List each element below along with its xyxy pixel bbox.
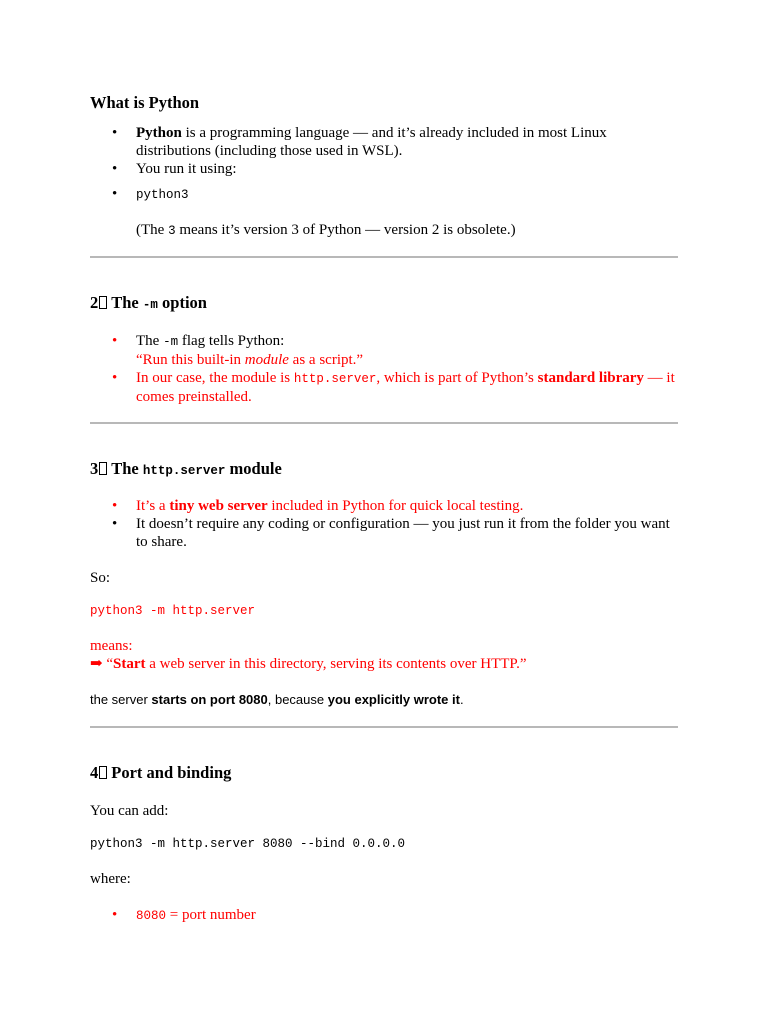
divider xyxy=(90,422,678,424)
bullet-icon: • xyxy=(112,161,118,177)
list-item xyxy=(90,185,678,204)
list-item-text: is a programming language — and it’s already included in most Linux distributions (including those used in WSL). xyxy=(136,125,607,159)
port-explanation xyxy=(90,691,678,709)
list-item-text: = port number xyxy=(166,907,256,923)
missing-glyph-icon xyxy=(99,766,107,779)
bullet-icon: • xyxy=(112,333,118,349)
tiny-web-server-bold: tiny web server xyxy=(169,498,268,514)
heading-text: The xyxy=(111,293,143,312)
list-item-text: It doesn’t require any coding or configuration — you just run it from the folder you want to share. xyxy=(136,516,670,550)
bullet-icon: • xyxy=(112,516,118,532)
you-can-add-label: You can add: xyxy=(90,803,169,819)
list-item-text: In our case, the module is xyxy=(136,370,294,386)
heading-text: module xyxy=(225,459,282,478)
code-http-server: http.server xyxy=(293,372,377,386)
version-note xyxy=(136,221,678,240)
so-label: So: xyxy=(90,570,111,586)
list-item-text: included in Python for quick local testing. xyxy=(267,498,524,514)
list-item-text: — it comes preinstalled. xyxy=(136,370,675,405)
port-bold: starts on port 8080 xyxy=(151,692,268,707)
means-label: means: xyxy=(90,638,133,654)
code-http-server: http.server xyxy=(142,464,226,478)
python-bold-term: Python xyxy=(136,125,182,141)
means-block xyxy=(90,637,678,673)
port-text: , because xyxy=(267,692,328,707)
port-bold: you explicitly wrote it xyxy=(327,692,460,707)
command-python3-m-http-server: python3 -m http.server xyxy=(90,604,256,618)
list-item xyxy=(90,160,678,178)
arrow-right-icon: ➡ xyxy=(90,656,103,672)
section-heading-what-is-python: What is Python xyxy=(90,93,200,112)
command-bind: python3 -m http.server 8080 --bind 0.0.0.0 xyxy=(90,837,406,851)
bullet-icon: • xyxy=(112,186,118,202)
bullet-icon: • xyxy=(112,370,118,386)
missing-glyph-icon xyxy=(99,296,107,309)
standard-library-bold: standard library xyxy=(537,370,644,386)
bullet-icon: • xyxy=(112,125,118,141)
list-item xyxy=(90,497,678,515)
list-item-text: , which is part of Python’s xyxy=(376,370,538,386)
note-text: (The xyxy=(136,222,169,238)
code-m: -m xyxy=(142,298,158,312)
m-option-list xyxy=(90,332,678,406)
code-python3: python3 xyxy=(136,188,189,202)
port-text: . xyxy=(459,692,464,707)
start-bold: Start xyxy=(113,656,146,672)
divider xyxy=(90,726,678,728)
section-number: 3 xyxy=(90,459,99,478)
list-item xyxy=(90,124,678,160)
section-heading-port-and-binding xyxy=(90,763,231,783)
list-item xyxy=(90,369,678,406)
http-server-list xyxy=(90,497,678,551)
code-8080: 8080 xyxy=(136,909,167,923)
port-options-list xyxy=(90,906,678,925)
heading-text: The xyxy=(111,459,143,478)
list-item xyxy=(90,332,678,369)
heading-text: Port and binding xyxy=(111,763,232,782)
where-label: where: xyxy=(90,871,131,887)
quote-text: “ xyxy=(102,656,113,672)
section-heading-m-option xyxy=(90,293,207,315)
code-3: 3 xyxy=(168,224,176,238)
list-item-text: It’s a xyxy=(136,498,170,514)
section-number: 2 xyxy=(90,293,99,312)
section-number: 4 xyxy=(90,763,99,782)
list-item xyxy=(90,906,678,925)
bullet-icon: • xyxy=(112,907,118,923)
python-command-list xyxy=(90,185,678,204)
emphasis-module: module xyxy=(244,352,289,368)
note-text: means it’s version 3 of Python — version 2 is obsolete.) xyxy=(175,222,516,238)
list-item-text: flag tells Python: xyxy=(178,333,285,349)
list-item-text: You run it using: xyxy=(136,161,237,177)
heading-text: option xyxy=(157,293,207,312)
list-item-text: “Run this built-in xyxy=(136,352,245,368)
bullet-icon: • xyxy=(112,498,118,514)
port-text: the server xyxy=(90,692,152,707)
list-item xyxy=(90,515,678,551)
quote-text: a web server in this directory, serving its contents over HTTP.” xyxy=(145,656,527,672)
python-intro-list xyxy=(90,124,678,178)
code-m: -m xyxy=(163,335,179,349)
missing-glyph-icon xyxy=(99,462,107,475)
list-item-text: The xyxy=(136,333,164,349)
divider xyxy=(90,256,678,258)
list-item-text: as a script.” xyxy=(288,352,364,368)
section-heading-http-server-module xyxy=(90,459,282,481)
